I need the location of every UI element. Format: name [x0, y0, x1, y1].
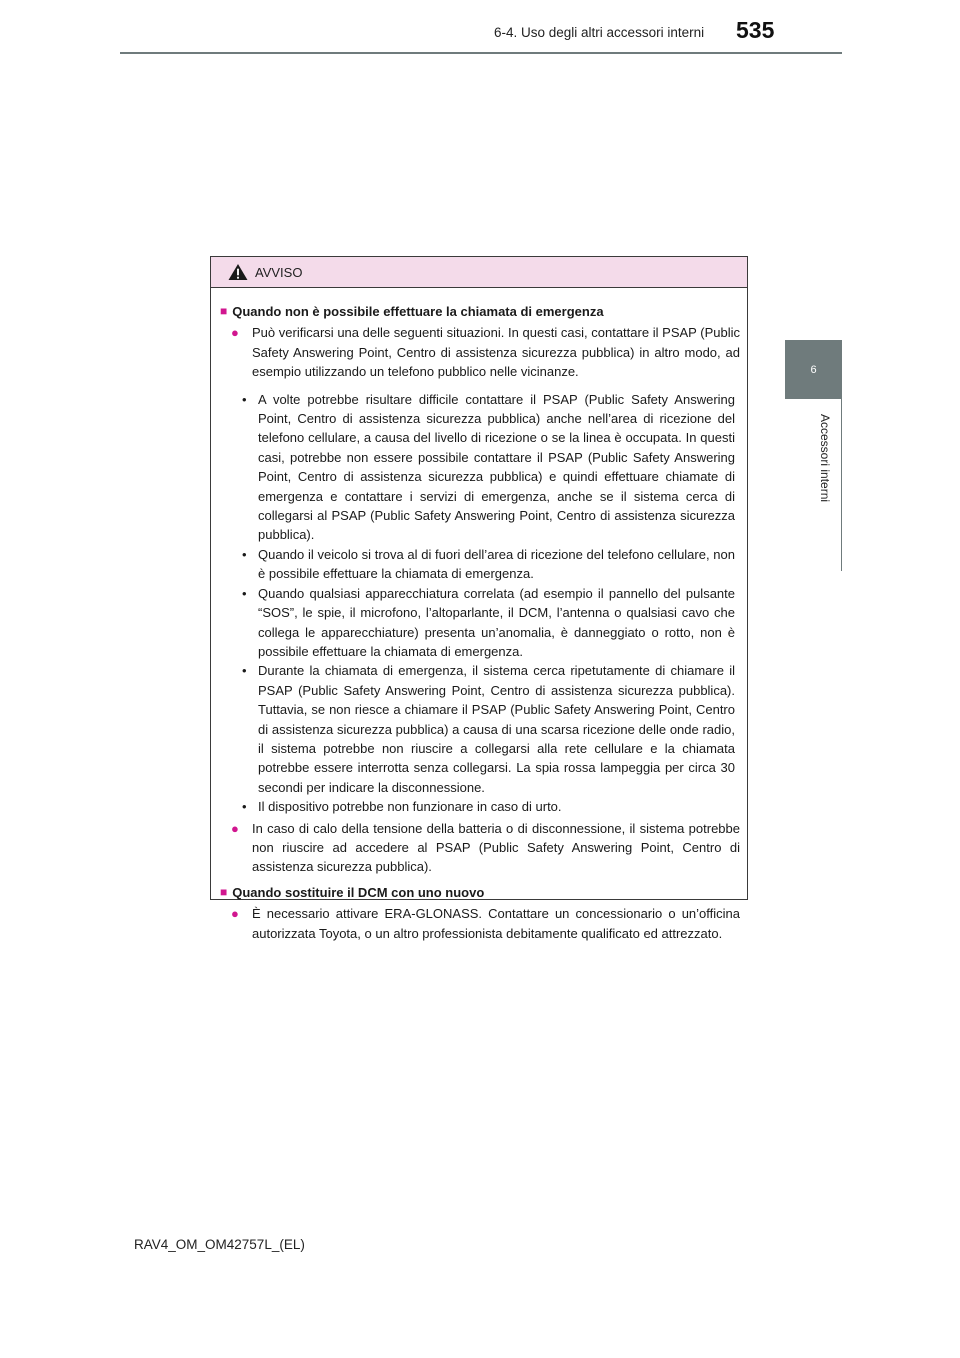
chapter-label: Accessori interni	[818, 414, 832, 503]
warning-title: AVVISO	[255, 264, 303, 280]
list-item-text: È necessario attivare ERA-GLONASS. Contattare un concessionario o un’officina autorizzata Toyota, o un altro professionista debitamente qualificato ed attrezzato.	[252, 906, 740, 941]
list-item-text: In caso di calo della tensione della batteria o di disconnessione, il sistema potrebbe non riuscire ad accedere al PSAP (Public Safety Answering Point, Centro di assistenza sicurezza pubblica).	[252, 820, 740, 875]
square-bullet-icon: ■	[220, 304, 228, 318]
section-heading-text: Quando sostituire il DCM con uno nuovo	[232, 884, 485, 900]
warning-header	[211, 257, 747, 288]
document-code: RAV4_OM_OM42757L_(EL)	[134, 1237, 305, 1252]
sub-bullet-text: A volte potrebbe risultare difficile contattare il PSAP (Public Safety Answering Point, Centro di assistenza sicurezza pubblica) anche nell’area di ricezione del telefono cellulare, a causa del livello di ricezione o se la linea è occupata. In questi casi, potrebbe non essere possibile contattare il PSAP (Public Safety Answering Point, Centro di assistenza sicurezza pubblica) e quindi effettuare chiamate di emergenza e contattare i servizi di emergenza, anche se il sistema cerca di collegarsi al PSAP (Public Safety Answering Point, Centro di assistenza sicurezza pubblica).	[258, 391, 735, 543]
warning-box	[210, 256, 748, 941]
sub-bullet-text: Quando qualsiasi apparecchiatura correlata (ad esempio il pannello del pulsante “SOS”, le spie, il microfono, l’altoparlante, il DCM, l’antenna o qualsiasi cavo che collega le apparecchiature) presenta un’anomalia, è danneggiato o rotto, non è possibile effettuare la chiamata di emergenza.	[258, 585, 735, 659]
chapter-number: 6	[810, 363, 817, 376]
list-item	[220, 323, 740, 381]
sub-bullet-item: • Durante la chiamata di emergenza, il sistema cerca ripetutamente di chiamare il PSAP (Public Safety Answering Point, Centro di assistenza sicurezza pubblica). Tuttavia, se non riesce a chiamare il PSAP (Public Safety Answering Point, Centro di assistenza sicurezza pubblica) a causa di una scarsa ricezione delle onde radio, il sistema potrebbe non riuscire a collegarsi alla rete cellulare e la chiamata potrebbe essere interrotta senza collegarsi. La spia rossa lampeggia per circa 30 secondi per indicare la disconnessione.	[242, 661, 735, 797]
sub-bullet-item: • Quando qualsiasi apparecchiatura correlata (ad esempio il pannello del pulsante “SOS”, le spie, il microfono, l’altoparlante, il DCM, l’antenna o qualsiasi cavo che collega le apparecchiature) presenta un’anomalia, è danneggiato o rotto, non è possibile effettuare la chiamata di emergenza.	[242, 584, 735, 662]
warning-body	[211, 288, 747, 943]
list-item	[220, 904, 740, 943]
circle-bullet-icon: ●	[231, 906, 239, 922]
sub-bullet-text: Quando il veicolo si trova al di fuori dell’area di ricezione del telefono cellulare, non è possibile effettuare la chiamata di emergenza.	[258, 546, 735, 582]
circle-bullet-icon: ●	[231, 325, 239, 341]
list-item-text: Può verificarsi una delle seguenti situazioni. In questi casi, contattare il PSAP (Public Safety Answering Point, Centro di assistenza sicurezza pubblica) in altro modo, ad esempio utilizzando un telefono pubblico nelle vicinanze.	[252, 325, 740, 380]
sub-bullet-item: • Quando il veicolo si trova al di fuori dell’area di ricezione del telefono cellulare, non è possibile effettuare la chiamata di emergenza.	[242, 545, 735, 584]
sub-bullet-item: • A volte potrebbe risultare difficile contattare il PSAP (Public Safety Answering Point, Centro di assistenza sicurezza pubblica) anche nell’area di ricezione del telefono cellulare, a causa del livello di ricezione o se la linea è occupata. In questi casi, potrebbe non essere possibile contattare il PSAP (Public Safety Answering Point, Centro di assistenza sicurezza pubblica) e quindi effettuare chiamate di emergenza e contattare i servizi di emergenza, anche se il sistema cerca di collegarsi al PSAP (Public Safety Answering Point, Centro di assistenza sicurezza pubblica).	[242, 390, 735, 545]
circle-bullet-icon: ●	[231, 820, 239, 836]
sub-bullet-text: Il dispositivo potrebbe non funzionare in caso di urto.	[258, 799, 562, 815]
section-heading	[220, 302, 740, 321]
header-divider	[120, 52, 842, 54]
chapter-tab-divider	[841, 399, 842, 571]
list-item	[220, 819, 740, 877]
sub-bullet-item: • Il dispositivo potrebbe non funzionare in caso di urto.	[242, 797, 735, 816]
page-number: 535	[736, 17, 775, 43]
sub-bullet-text: Durante la chiamata di emergenza, il sistema cerca ripetutamente di chiamare il PSAP (Public Safety Answering Point, Centro di assistenza sicurezza pubblica). Tuttavia, se non riesce a chiamare il PSAP (Public Safety Answering Point, Centro di assistenza sicurezza pubblica) a causa di una scarsa ricezione delle onde radio, il sistema potrebbe non riuscire a collegarsi alla rete cellulare e la chiamata potrebbe essere interrotta senza collegarsi. La spia rossa lampeggia per circa 30 secondi per indicare la disconnessione.	[258, 663, 735, 795]
warning-triangle-icon	[227, 263, 249, 281]
section-heading-text: Quando non è possibile effettuare la chiamata di emergenza	[232, 304, 604, 319]
square-bullet-icon: ■	[220, 884, 228, 899]
sub-bullet-list	[220, 390, 740, 817]
chapter-tab	[785, 340, 842, 399]
section-title: 6-4. Uso degli altri accessori interni	[494, 25, 705, 40]
section-heading	[220, 883, 740, 902]
